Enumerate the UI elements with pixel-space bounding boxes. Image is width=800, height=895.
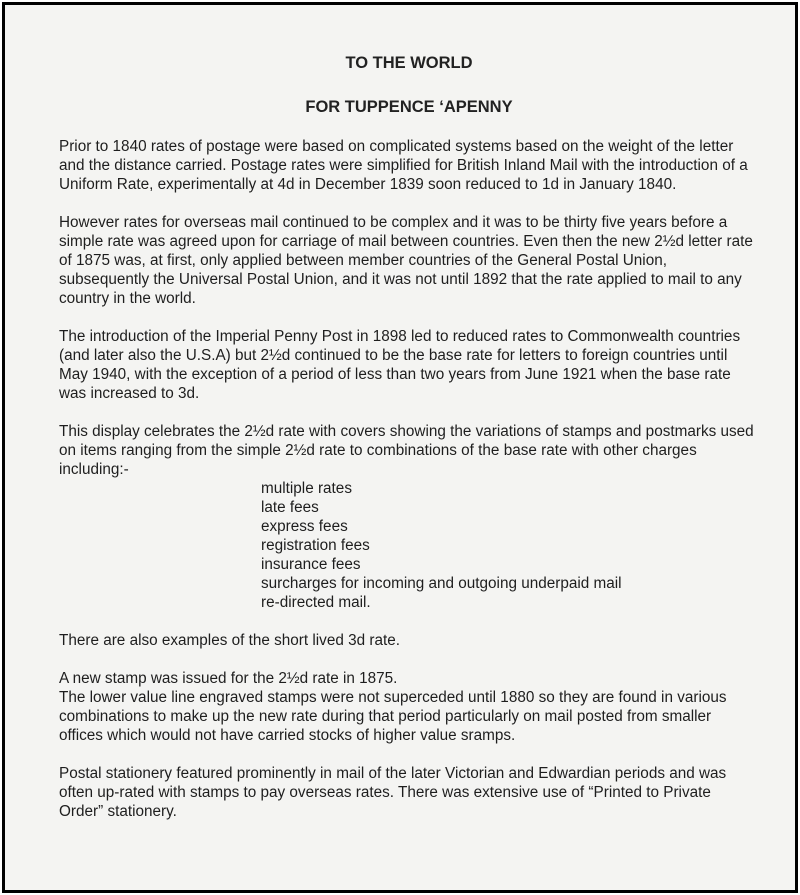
document-body	[59, 50, 759, 821]
fee-list-item: express fees	[261, 518, 348, 535]
paragraph-4: This display celebrates the 2½d rate with covers showing the variations of stamps and postmarks used on items ranging from the simple 2½d rate to combinations of the base rate with other charges including:-	[59, 423, 754, 478]
paragraph-5: There are also examples of the short lived 3d rate.	[59, 632, 400, 649]
fee-list	[59, 479, 759, 612]
title-line-2: FOR TUPPENCE ‘APENNY	[305, 98, 513, 116]
paragraph-1: Prior to 1840 rates of postage were based on complicated systems based on the weight of the letter and the distance carried. Postage rates were simplified for British Inland Mail with the introduction of a Uniform Rate, experimentally at 4d in December 1839 soon reduced to 1d in January 1840.	[59, 138, 748, 193]
paragraph-2: However rates for overseas mail continued to be complex and it was to be thirty five years before a simple rate was agreed upon for carriage of mail between countries. Even then the new 2½d letter rate of 1875 was, at first, only applied between member countries of the General Postal Union, subsequently the Universal Postal Union, and it was not until 1892 that the rate applied to mail to any country in the world.	[59, 214, 753, 307]
page-frame	[2, 2, 798, 893]
paragraph-8: Postal stationery featured prominently in mail of the later Victorian and Edwardian periods and was often up-rated with stamps to pay overseas rates. There was extensive use of “Printed to Private Order” stationery.	[59, 765, 727, 820]
fee-list-item: registration fees	[261, 537, 370, 554]
title-line-1: TO THE WORLD	[345, 54, 473, 72]
paragraph-3: The introduction of the Imperial Penny Post in 1898 led to reduced rates to Commonwealth countries (and later also the U.S.A) but 2½d continued to be the base rate for letters to foreign countries until May 1940, with the exception of a period of less than two years from June 1921 when the base rate was increased to 3d.	[59, 328, 741, 402]
paragraph-7: The lower value line engraved stamps were not superceded until 1880 so they are found in various combinations to make up the new rate during that period particularly on mail posted from smaller offices which would not have carried stocks of higher value sramps.	[59, 689, 727, 744]
fee-list-item: multiple rates	[261, 480, 352, 497]
fee-list-item: insurance fees	[261, 556, 361, 573]
fee-list-item: re-directed mail.	[261, 594, 371, 611]
paragraph-6: A new stamp was issued for the 2½d rate in 1875.	[59, 670, 398, 687]
fee-list-item: surcharges for incoming and outgoing underpaid mail	[261, 575, 622, 592]
fee-list-item: late fees	[261, 499, 319, 516]
